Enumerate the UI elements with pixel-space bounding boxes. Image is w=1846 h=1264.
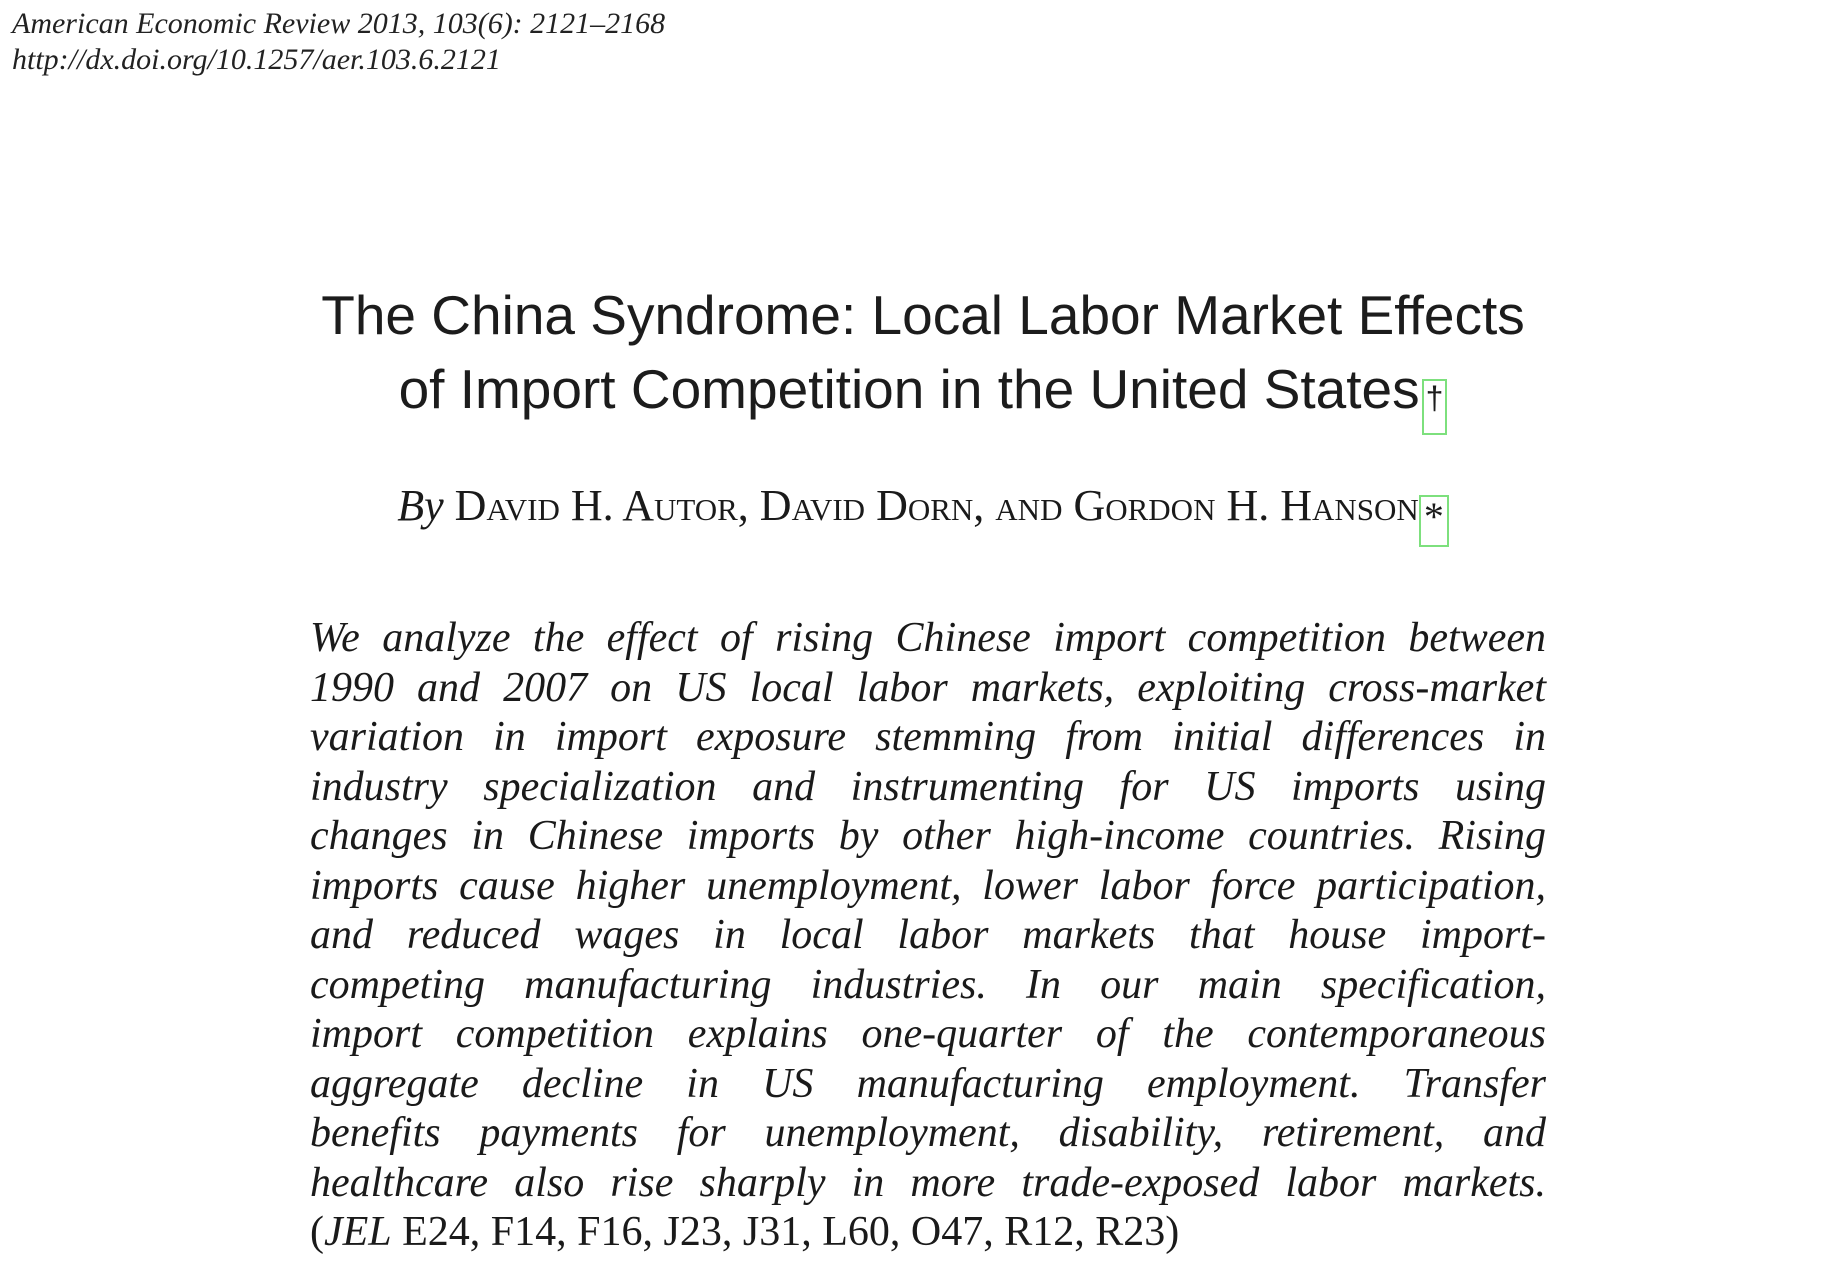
abstract-line: healthcare also rise sharply in more trade-exposed labor markets. [310,1159,1546,1206]
abstract-line: and reduced wages in local labor markets that house import- [310,912,1546,958]
jel-codes-line [310,1208,1546,1258]
doi-link[interactable]: http://dx.doi.org/10.1257/aer.103.6.2121 [12,43,501,76]
title-line-1: The China Syndrome: Local Labor Market Effects [321,284,1525,346]
abstract-line: changes in Chinese imports by other high-income countries. Rising [310,813,1546,859]
abstract-line: We analyze the effect of rising Chinese import competition between [310,615,1546,661]
abstract [310,614,1546,1258]
abstract-line: aggregate decline in US manufacturing employment. Transfer [310,1060,1546,1107]
paper-title [0,278,1846,435]
jel-open-paren: ( [310,1209,324,1255]
dagger-mark: † [1425,380,1444,416]
abstract-line: 1990 and 2007 on US local labor markets, exploiting cross-market [310,664,1546,711]
abstract-line: import competition explains one-quarter of the contemporaneous [310,1011,1546,1057]
jel-codes: E24, F14, F16, J23, J31, L60, O47, R12, R23 [391,1209,1166,1255]
asterisk-mark: * [1423,494,1444,539]
jel-label: JEL [324,1209,392,1255]
abstract-line: industry specialization and instrumenting for US imports using [310,763,1546,810]
title-footnote-link[interactable] [1422,379,1448,435]
abstract-line: benefits payments for unemployment, disability, retirement, and [310,1110,1546,1156]
abstract-line: imports cause higher unemployment, lower labor force participation, [310,862,1546,909]
journal-header [12,6,665,78]
jel-close-paren: ) [1165,1209,1180,1255]
author-footnote-link[interactable] [1419,495,1449,547]
title-line-2-text: of Import Competition in the United States [398,358,1420,420]
journal-citation: American Economic Review 2013, 103(6): 2121–2168 [12,7,666,40]
author-line [0,478,1846,547]
title-line-2 [0,352,1846,435]
by-label: By [397,481,444,530]
abstract-line: competing manufacturing industries. In our main specification, [310,961,1546,1008]
abstract-line: variation in import exposure stemming from initial differences in [310,714,1546,760]
author-names: David H. Autor, David Dorn, and Gordon H. Hanson [454,481,1419,530]
